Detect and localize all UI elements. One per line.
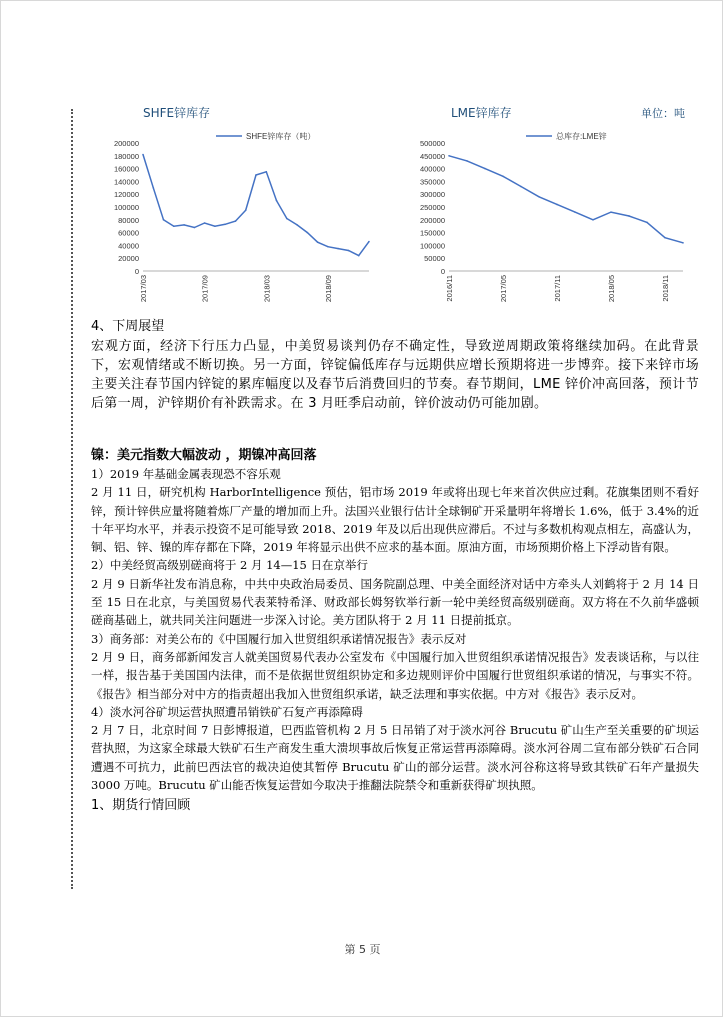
data-point [183, 224, 185, 226]
data-point [255, 174, 257, 176]
series-line [143, 155, 369, 256]
news-subheading: 2）中美经贸高级别磋商将于 2 月 14—15 日在京举行 [91, 558, 369, 573]
y-tick-label: 20000 [118, 254, 139, 264]
y-tick-label: 50000 [424, 254, 445, 264]
data-point [235, 220, 237, 222]
data-point [337, 248, 339, 250]
data-point [286, 218, 288, 220]
page-number: 第 5 页 [344, 943, 381, 956]
x-tick-label: 2018/05 [607, 275, 616, 303]
y-tick-label: 180000 [113, 151, 139, 161]
data-point [538, 196, 540, 198]
news-paragraph: 2 月 7 日，北京时间 7 日彭博报道，巴西监管机构 2 月 5 日吊销了对于淡水河谷 Brucutu 矿山生产至关重要的矿坝运营执照，为这家全球最大铁矿石生产商发生重大溃坝事故后恢复正常运营再添障碍。淡水河谷周二宣布部分铁矿石合同遭遇不可抗力，此前巴西法官的裁决迫使其暂停 Brucutu 矿山的部分运营。淡水河谷称这将导致其铁矿石年产量损失 3000 万吨。Brucutu 矿山能否恢复运营如今取决于推翻法院禁令和重新获得矿坝执照。 [91, 723, 699, 793]
y-tick-label: 140000 [113, 177, 139, 187]
data-point [358, 255, 360, 257]
lme-chart-title: LME锌库存 [451, 106, 512, 120]
legend-label: 总库存:LME锌 [556, 132, 607, 141]
y-tick-label: 250000 [419, 203, 445, 212]
y-tick-label: 200000 [419, 215, 445, 225]
data-point [142, 154, 144, 156]
news-paragraph: 2 月 9 日，商务部新闻发言人就美国贸易代表办公室发布《中国履行加入世贸组织承诺情况报告》发表谈话称，与以往一样，报告基于美国国内法律，而不是依据世贸组织协定和多边规则评价中国履行世贸组织承诺的情况，与事实不符。《报告》相当部分对中方的指责超出我加入世贸组织承诺，缺乏法理和事实依据。中方对《报告》表示反对。 [91, 649, 699, 701]
data-point [592, 219, 594, 221]
data-point [466, 160, 468, 162]
x-tick-label: 2017/05 [499, 275, 508, 303]
news-subheading: 1）2019 年基础金属表现恐不容乐观 [91, 467, 281, 481]
x-tick-label: 2016/11 [445, 275, 454, 302]
data-point [448, 155, 450, 157]
y-tick-label: 500000 [419, 139, 445, 148]
y-tick-label: 150000 [419, 228, 445, 238]
x-tick-label: 2018/11 [661, 275, 670, 302]
data-point [276, 200, 278, 202]
data-point [368, 241, 370, 243]
y-tick-label: 100000 [419, 241, 445, 251]
legend-label: SHFE锌库存（吨） [246, 132, 316, 141]
x-tick-label: 2017/11 [553, 275, 562, 302]
data-point [214, 225, 216, 227]
data-point [610, 211, 612, 213]
x-tick-label: 2017/09 [200, 275, 210, 303]
y-tick-label: 350000 [419, 177, 445, 187]
nickel-section-title: 镍：美元指数大幅波动 ，期镍冲高回落 [91, 448, 317, 463]
data-point [628, 215, 630, 217]
shfe-zinc-inventory-chart [101, 127, 376, 317]
news-subheading: 3）商务部：对美公布的《中国履行加入世贸组织承诺情况报告》表示反对 [91, 631, 467, 646]
x-tick-label: 2017/03 [139, 275, 148, 303]
data-point [173, 225, 175, 227]
data-point [163, 219, 165, 221]
news-paragraph: 2 月 11 日，研究机构 HarborIntelligence 预估，铝市场 2019 年或将出现七年来首次供应过剩。花旗集团则不看好锌，预计锌供应量将随着炼厂产量的增加而上升。法国兴业银行估计全球铜矿开采量明年将增长 1.6%，低于 3.4%的近十年平均水平，并表示投资不足可能导致 2018、2019 年及以后出现供应滞后。不过与多数机构观点相左，高盛认为，铜、铝、锌、镍的库存都在下降，2019 年将显示出供不应求的基本面。原油方面，市场预期价格上下浮动皆有限。 [91, 485, 699, 555]
data-point [556, 204, 558, 206]
data-point [520, 186, 522, 188]
data-point [502, 175, 504, 177]
y-tick-label: 200000 [113, 139, 139, 148]
news-subheading: 4）淡水河谷矿坝运营执照遭吊销铁矿石复产再添障碍 [91, 704, 363, 719]
data-point [296, 224, 298, 226]
data-point [664, 237, 666, 239]
series-line [449, 156, 683, 243]
data-point [307, 232, 309, 234]
data-point [204, 222, 206, 224]
data-point [327, 246, 329, 248]
y-tick-label: 120000 [113, 190, 139, 200]
data-point [574, 211, 576, 213]
y-tick-label: 160000 [113, 164, 139, 174]
zinc-outlook-section [91, 317, 699, 413]
futures-review-heading: 1、期货行情回顾 [91, 798, 191, 814]
data-point [194, 227, 196, 229]
data-point [348, 250, 350, 252]
margin-dotted-rule [71, 109, 73, 889]
data-point [484, 168, 486, 170]
data-point [682, 242, 684, 244]
zinc-outlook-heading: 4、下周展望 [91, 319, 165, 334]
y-tick-label: 80000 [118, 215, 139, 225]
zinc-outlook-paragraph: 宏观方面，经济下行压力凸显，中美贸易谈判仍存不确定性，导致逆周期政策将继续加码。在此背景下，宏观情绪或不断切换。另一方面，锌锭偏低库存与远期供应增长预期将进一步博弈。接下来锌市场主要关注春节国内锌锭的累库幅度以及春节后消费回归的节奏。春节期间，LME 锌价冲高回落，预计节后第一周，沪锌期价有补跌需求。在 3 月旺季启动前，锌价波动仍可能加剧。 [91, 339, 699, 411]
data-point [152, 187, 154, 189]
x-tick-label: 2018/09 [323, 275, 333, 303]
lme-zinc-inventory-chart [401, 127, 691, 317]
data-point [265, 171, 267, 173]
news-paragraph: 2 月 9 日新华社发布消息称，中共中央政治局委员、国务院副总理、中美全面经济对话中方牵头人刘鹤将于 2 月 14 日至 15 日在北京，与美国贸易代表莱特希泽、财政部长姆努钦举行新一轮中美经贸高级别磋商。双方将在不久前华盛顿磋商基础上，就共同关注问题进一步深入讨论。美方团队将于 2 月 11 日提前抵京。 [91, 576, 699, 628]
x-tick-label: 2018/03 [262, 275, 272, 303]
data-point [646, 222, 648, 224]
shfe-chart-title: SHFE锌库存 [143, 106, 211, 120]
y-tick-label: 300000 [419, 190, 445, 200]
data-point [224, 223, 226, 225]
y-tick-label: 0 [134, 267, 139, 276]
data-point [245, 209, 247, 211]
y-tick-label: 60000 [118, 228, 139, 238]
y-tick-label: 100000 [113, 203, 139, 212]
y-tick-label: 40000 [118, 241, 139, 251]
unit-label: 单位：吨 [641, 107, 685, 120]
data-point [317, 241, 319, 243]
y-tick-label: 400000 [419, 164, 445, 174]
nickel-section [91, 447, 699, 816]
y-tick-label: 0 [440, 267, 445, 276]
y-tick-label: 450000 [419, 151, 445, 161]
